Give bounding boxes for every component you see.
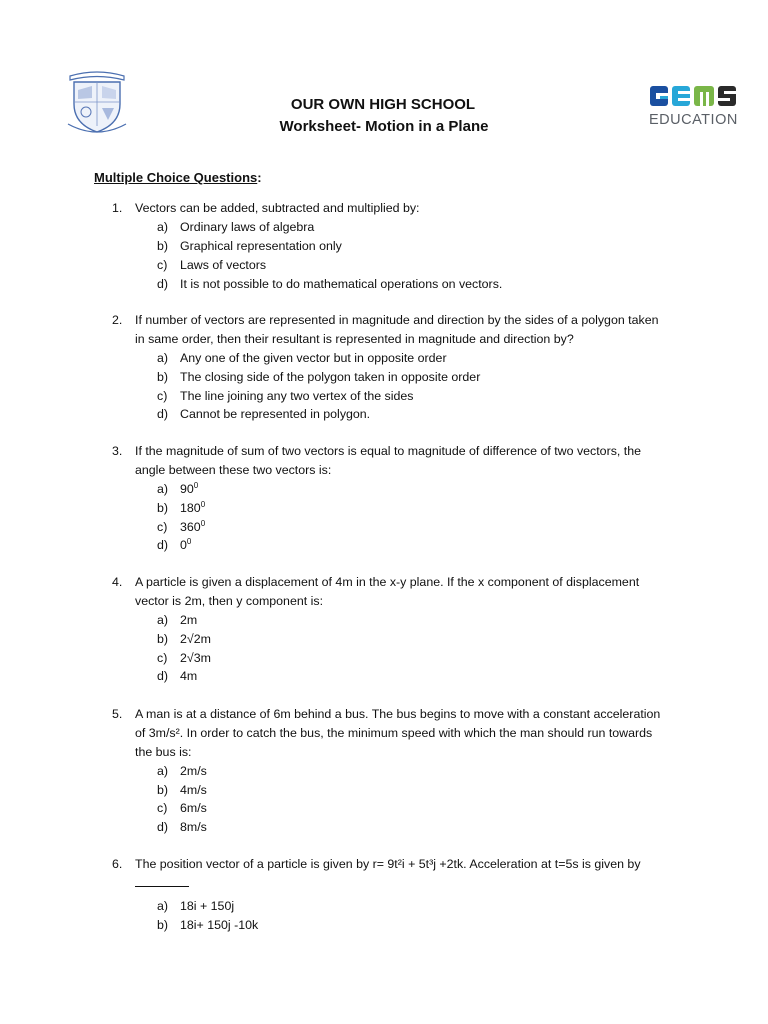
- question-number: 3.: [112, 444, 123, 458]
- question-number: 4.: [112, 575, 123, 589]
- answer-blank: [135, 874, 189, 887]
- school-name: OUR OWN HIGH SCHOOL: [290, 96, 476, 113]
- question-number: 1.: [112, 201, 123, 215]
- question-text: A man is at a distance of 6m behind a bus. The bus begins to move with a constant acceleration of 3m/s². In order to catch the bus, the minimum speed with which the man should run towards the bus is:: [135, 707, 661, 759]
- question-number: 2.: [112, 313, 123, 327]
- section-heading: Multiple Choice Questions:: [94, 170, 262, 185]
- question-text: If number of vectors are represented in magnitude and direction by the sides of a polygon taken in same order, then their resultant is represented in magnitude and direction by?: [135, 313, 659, 346]
- question-text: A particle is given a displacement of 4m in the x-y plane. If the x component of displacement vector is 2m, then y component is:: [135, 575, 640, 608]
- question-text: The position vector of a particle is given by r= 9t²i + 5t³j +2tk. Acceleration at t=5s is given by: [135, 855, 680, 893]
- worksheet-title: Worksheet- Motion in a Plane: [279, 118, 489, 135]
- question-text: Vectors can be added, subtracted and multiplied by:: [135, 201, 420, 215]
- question-number: 6.: [112, 857, 123, 871]
- question-text: If the magnitude of sum of two vectors is equal to magnitude of difference of two vectors, the angle between these two vectors is:: [135, 444, 641, 477]
- gems-education-text: EDUCATION: [649, 112, 738, 128]
- question-number: 5.: [112, 707, 123, 721]
